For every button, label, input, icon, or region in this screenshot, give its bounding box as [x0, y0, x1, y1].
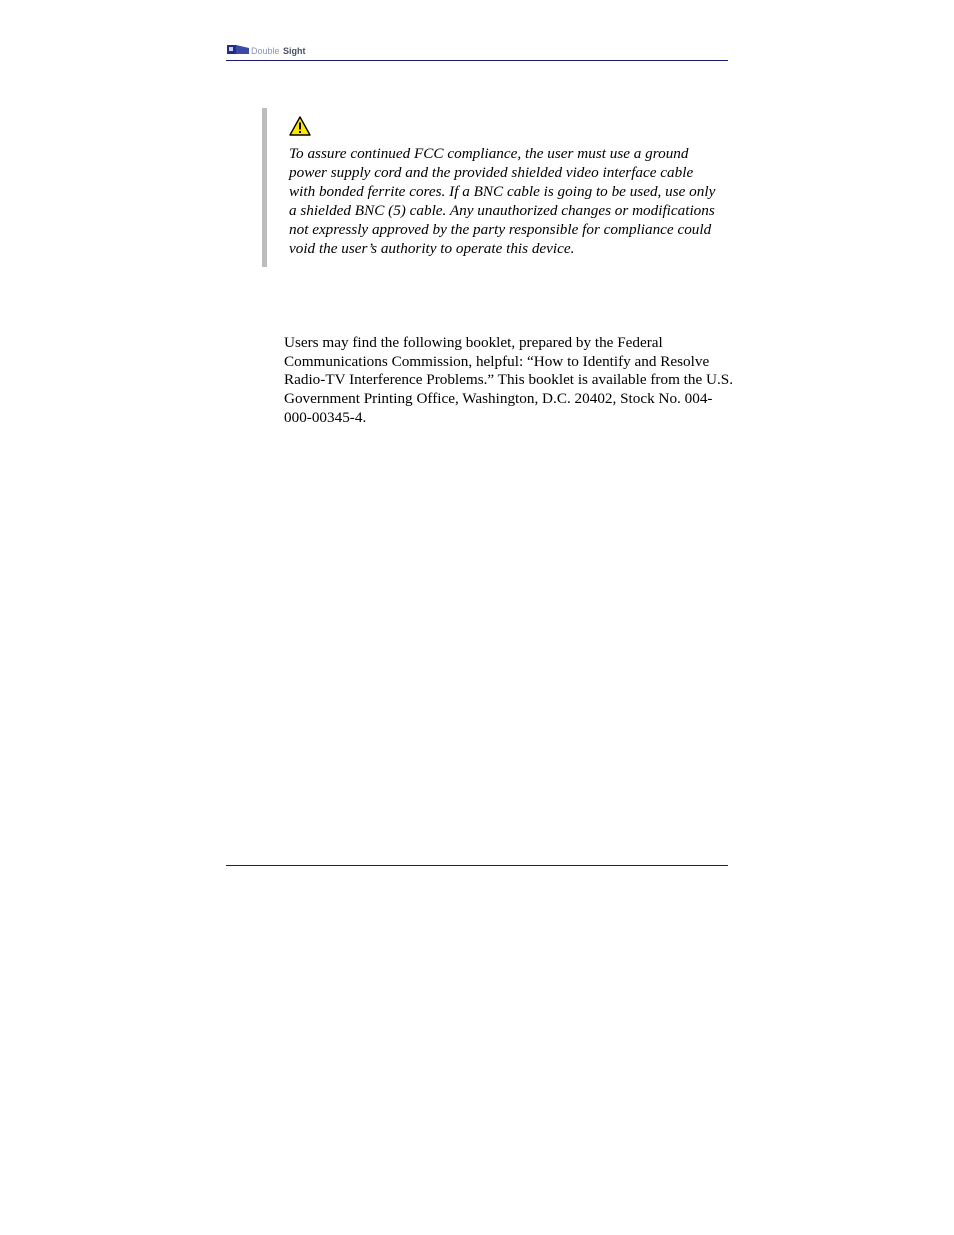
header-rule	[226, 60, 728, 61]
fcc-compliance-text: To assure continued FCC compliance, the user must use a ground power supply cord and the provided shielded video interface cable with bonded ferrite cores. If a BNC cable is going to be used, use only a shielded BNC (5) cable. Any unauthorized changes or modifications not expressly approved by the party responsible for compliance could void the user’s authority to operate this device.	[289, 145, 716, 257]
booklet-paragraph: Users may find the following booklet, prepared by the Federal Communications Commission, helpful: “How to Identify and Resolve Radio-TV Interference Problems.” This booklet is available from the U.S. Government Printing Office, Washington, D.C. 20402, Stock No. 004-000-00345-4.	[284, 334, 734, 426]
fcc-warning-callout	[262, 108, 717, 267]
svg-text:Double: Double	[251, 46, 280, 56]
warning-triangle-icon	[289, 116, 311, 136]
company-logo	[227, 42, 311, 58]
svg-text:Sight: Sight	[283, 46, 306, 56]
doublesight-logo-icon	[227, 42, 311, 58]
footer-rule	[226, 865, 728, 866]
